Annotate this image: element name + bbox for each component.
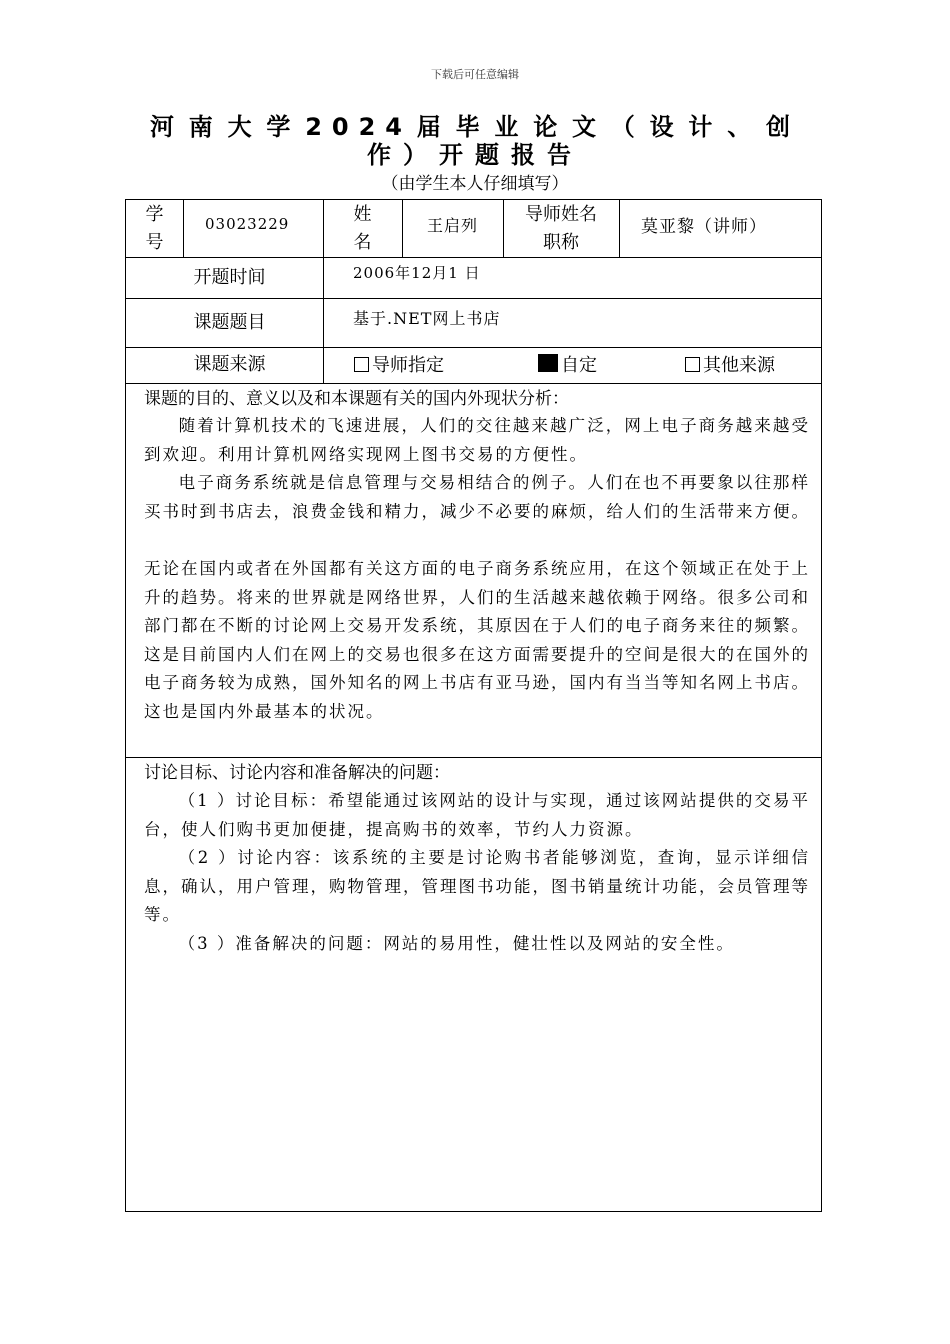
source-option-advisor[interactable] <box>354 353 444 379</box>
topic-label: 课题题目 <box>193 311 266 333</box>
header-note: 下载后可任意编辑 <box>431 68 519 81</box>
source-option-label: 导师指定 <box>372 355 444 376</box>
document-title-line1: 河南大学2024届毕业论文（设计、创 <box>150 113 800 141</box>
source-option-label: 其他来源 <box>703 355 775 376</box>
source-option-label: 自定 <box>561 355 597 376</box>
section-purpose-heading: 课题的目的、意义以及和本课题有关的国内外现状分析： <box>144 389 569 409</box>
section-research-paragraph: （1 ）讨论目标：希望能通过该网站的设计与实现，通过该网站提供的交易平台，使人们购书更加便捷，提高购书的效率，节约人力资源。 <box>144 791 810 839</box>
advisor-label: 导师姓名 职称 <box>525 203 597 253</box>
start-time-label: 开题时间 <box>193 266 266 288</box>
section-purpose-paragraph: 随着计算机技术的飞速进展，人们的交往越来越广泛，网上电子商务越来越受到欢迎。利用计算机网络实现网上图书交易的方便性。 <box>144 416 810 464</box>
checkbox-checked-icon[interactable] <box>538 354 558 372</box>
report-form <box>125 199 822 1212</box>
start-time-value: 2006年12月1 日 <box>353 263 481 282</box>
source-option-other[interactable] <box>685 353 775 379</box>
section-purpose-paragraph: 电子商务系统就是信息管理与交易相结合的例子。人们在也不再要象以往那样买书时到书店去，浪费金钱和精力，减少不必要的麻烦，给人们的生活带来方便。 <box>144 473 810 521</box>
topic-value: 基于.NET网上书店 <box>353 308 501 328</box>
checkbox-unchecked-icon[interactable] <box>354 357 369 372</box>
name-label: 姓 名 <box>353 203 372 253</box>
row-divider <box>126 383 821 384</box>
document-subtitle: （由学生本人仔细填写） <box>381 174 569 194</box>
section-research-heading: 讨论目标、讨论内容和准备解决的问题： <box>144 763 450 783</box>
section-research-paragraph: （2 ）讨论内容：该系统的主要是讨论购书者能够浏览，查询，显示详细信息，确认，用户管理，购物管理，管理图书功能，图书销量统计功能，会员管理等等。 <box>144 848 810 924</box>
section-purpose-paragraph: 无论在国内或者在外国都有关这方面的电子商务系统应用，在这个领域正在处于上升的趋势。将来的世界就是网络世界，人们的生活越来越依赖于网络。很多公司和部门都在不断的讨论网上交易开发系统，其原因在于人们的电子商务来往的频繁。这是目前国内人们在网上的交易也很多在这方面需要提升的空间是很大的在国外的电子商务较为成熟，国外知名的网上书店有亚马逊，国内有当当等知名网上书店。这也是国内外最基本的状况。 <box>144 559 810 721</box>
document-title-line2: 作）开题报告 <box>367 141 583 169</box>
row-divider <box>126 757 821 758</box>
section-research-paragraph: （3 ）准备解决的问题：网站的易用性，健壮性以及网站的安全性。 <box>178 934 735 953</box>
checkbox-unchecked-icon[interactable] <box>685 357 700 372</box>
source-label: 课题来源 <box>193 354 266 375</box>
advisor-value: 莫亚黎（讲师） <box>641 216 767 237</box>
student-id-value: 03023229 <box>205 215 290 233</box>
source-option-self[interactable] <box>538 353 597 379</box>
student-id-label: 学 号 <box>145 203 164 253</box>
name-value: 王启列 <box>426 215 478 235</box>
